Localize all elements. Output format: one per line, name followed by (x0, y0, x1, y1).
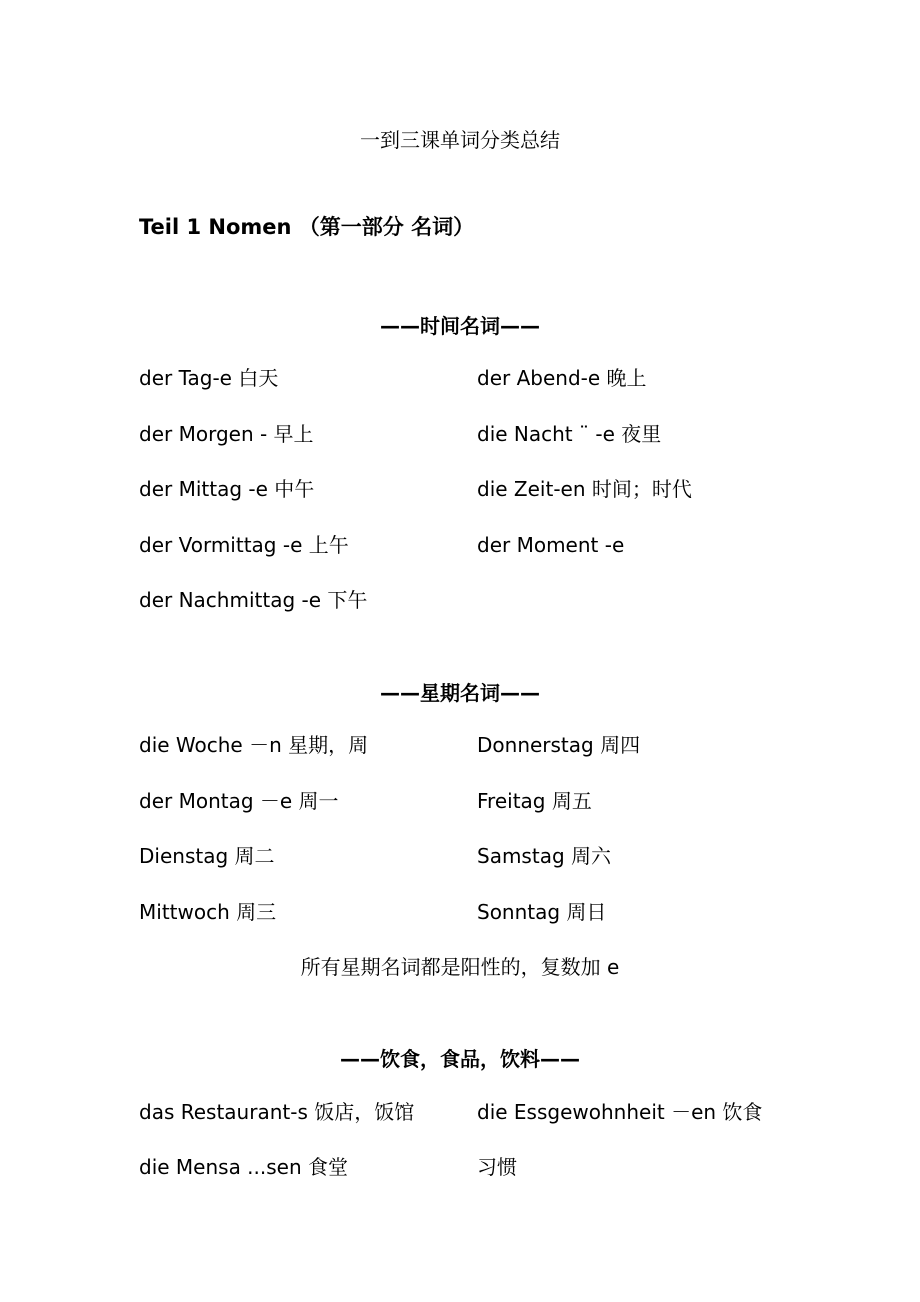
vocab-entry: Mittwoch 周三 (139, 900, 277, 924)
section-heading-time: ——时间名词—— (380, 314, 540, 338)
vocab-entry: der Moment -e (477, 533, 625, 557)
vocab-entry: die Nacht ¨ -e 夜里 (477, 422, 662, 446)
vocab-entry: die Essgewohnheit －en 饮食 (477, 1100, 763, 1124)
vocab-entry: der Mittag -e 中午 (139, 477, 315, 501)
weekday-note: 所有星期名词都是阳性的，复数加 e (300, 955, 620, 979)
vocab-entry: die Zeit-en 时间；时代 (477, 477, 692, 501)
vocab-entry: Freitag 周五 (477, 789, 592, 813)
part-heading: Teil 1 Nomen （第一部分 名词） (139, 215, 475, 239)
vocab-entry: der Morgen - 早上 (139, 422, 314, 446)
vocab-entry: der Montag －e 周一 (139, 789, 339, 813)
document-title: 一到三课单词分类总结 (360, 128, 560, 152)
vocab-entry: die Woche －n 星期，周 (139, 733, 369, 757)
vocab-entry: der Nachmittag -e 下午 (139, 588, 368, 612)
vocab-entry: das Restaurant-s 饭店，饭馆 (139, 1100, 415, 1124)
section-heading-weekdays: ——星期名词—— (380, 681, 540, 705)
vocab-entry: die Mensa ...sen 食堂 (139, 1155, 349, 1179)
vocab-entry: der Vormittag -e 上午 (139, 533, 349, 557)
vocab-entry: der Tag-e 白天 (139, 366, 279, 390)
section-heading-food: ——饮食，食品，饮料—— (340, 1047, 580, 1071)
vocab-entry: der Abend-e 晚上 (477, 366, 647, 390)
vocab-entry: Donnerstag 周四 (477, 733, 641, 757)
vocab-entry: Samstag 周六 (477, 844, 612, 868)
vocab-entry: Sonntag 周日 (477, 900, 607, 924)
vocab-entry: 习惯 (477, 1155, 517, 1179)
vocab-entry: Dienstag 周二 (139, 844, 275, 868)
